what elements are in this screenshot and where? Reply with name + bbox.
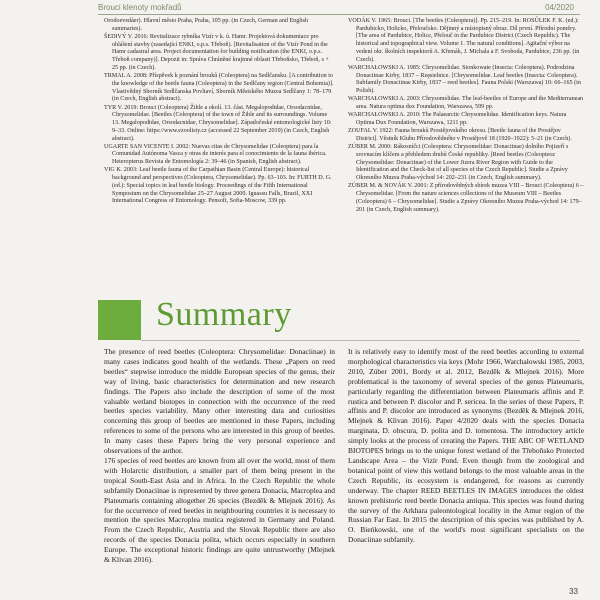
summary-column-left	[104, 347, 335, 565]
reference-entry: WARCHAŁOWSKI A. 2003: Chrysomelidae. The leaf-beetles of Europe and the Mediterranean area. Natura optima dux Foundation, Warszawa, 599 pp.	[348, 96, 584, 111]
references-column-left	[104, 18, 334, 207]
reference-entry: TRMAL A. 2008: Příspěvek k poznání brouků (Coleoptera) na Sedlčansku. [A contribution to the knowledge of the beetle fauna (Coleoptera) in the Sedlčany region (Central Bohemia)]. Vlastivědný Sborník Sedlčanska Povltaví, Sborník Městského Muzea Sedlčany 1: 78–179 (in Czech, English abstract).	[104, 73, 334, 103]
reference-entry: WARCHAŁOWSKI A. 2010: The Palaearctic Chrysomelidae. Identification keys. Natura Optima Dux Foundation, Warszawa, 1211 pp.	[348, 112, 567, 127]
references-column-right	[348, 18, 584, 215]
reference-entry: VODÁK V. 1965: Brouci. [The beetles (Coleoptera)]. Pp. 215–219. In: ROSŮLEK F. K. (ed.): Pardubicko, Holicko, Přeloučsko. Dějinný a místopisný obraz. Díl první. Přírodní poměry. [The area of Pardubice, Holice, Přelouč in the Pardubice District (Czech Republic). The historical and topographical view. Volume 1. The natural conditions]. Agitační výbor na vedení okr. školních inspektorů A. Křemák, J. Michala a F. Svoboda, Pardubice, 236 pp. (in Czech).	[348, 18, 580, 63]
summary-paragraph: It is relatively easy to identify most of the reed beetles according to external morphological characteristics via keys (Mohr 1966, Warchałowski 1985, 2003, 2010, Zúber 2001, Bordy et al. 2012, Bezděk & Mlejnek 2016). More problematical is the taxonomy of several species of the genus Plateumaris, particularly regarding the differentiation between Plateumaris affinis and P. rustica and between P. discolor and P. sericea. In the series of these Papers, P. affinis and P. discolor are introduced as synonyms (Bezděk & Mlejnek 2016, Mlejnek & Klivan 2016). Paper 4/2020 deals with the species Donacia marginata, D. obscura, D. polita and D. tomentosa. The introductory article simply looks at the process of creating the Papers. THE ABC OF WETLAND BIOTOPES brings us to the unique forest wetland of the Třeboňsko Protected Landscape Area – the Vizír Pond. Even though from the zoological and botanical point of view this wetland belongs to the most valuable areas in the Czech Republic, its ecosystem is endangered, for reasons as currently underway. The chapter REED BEETLES IN IMAGES introduces the oldest known prehistoric reed beetle Donacia antiqua. This species was found during the survey of the Arkhara paleontological locality in the Amur region of the Russian Far East. In 2015 the description of this species was published by A. O. Bieńkowski, one of the world's most significant specialists on the Donaciinae subfamily.	[348, 347, 584, 545]
issue-number: 04/2020	[545, 3, 574, 12]
reference-entry: ZÚBER M. & NOVÁK V. 2001: Z přírodovědných sbírek muzea VIII – Brouci (Coleoptera) 6 – Chrysomelidae. [From the nature sciences collections of the Museum VIII – Beetles (Coleoptera) 6 – Chrysomelidae]. Studie a Zprávy Okresního Muzea Praha-východ 14: 179–201 (in Czech, English summary).	[348, 183, 584, 213]
reference-entry: ZOUFAL V. 1922: Fauna brouků Prostějovského okresu. [Beetle fauna of the Prostějov District]. Věstník Klubu Přírodovědného v Prostějově 18 (1920–1922): 5–21 (in Czech).	[348, 128, 572, 143]
reference-entry: ZÚBER M. 2000: Rákosníčci (Coleoptera: Chrysomelidae: Donaciinae) dolního Pojizeří s srovnacím klíčem a přehledem druhů České republiky. [Reed beetles (Coleoptera: Chrysomelidae: Donaciinae) of the Lower Jizera River Region with Guide to the Identification and the Check-list of all species of the Czech Republic]. Studie a Zprávy Okresního Muzea Praha-východ 14: 202–231 (in Czech, English summary).	[348, 144, 569, 182]
heading-divider	[141, 340, 580, 341]
page-number: 33	[569, 587, 578, 596]
reference-entry: Orodoevedáer). Hlavní město Praha, Praha, 105 pp. (in Czech, German and English summaries).	[104, 18, 309, 32]
reference-entry: UGARTE SAN VICENTE I. 2002: Nuevas citas de Chrysomelidae (Coleoptera) para la Comunidad Autónoma Vasca y otras de interés para el conocimiento de la fauna ibérica. Heteropterus Revista de Entomología 2: 39–46 (in Spanish, English abstract).	[104, 143, 327, 166]
summary-paragraph: The presence of reed beetles (Coleoptera: Chrysomelidae: Donaciinae) in many cases indicates good health of the wetlands. These „Papers on reed beetles“ stepwise introduce the middle European species of the genus, their way of living, basic characteristics for determination and new research findings. The Papers also include the description of some of the most valuable wetland biotopes in connection with the occurrence of the reed beetles species variability. Many other interesting data and curiosities concerning this group of beetles are mentioned in these Papers, including references to some of the persons who are interested in this group of beetles. In many cases these Papers bring the very personal experience and observations of the author.	[104, 347, 335, 456]
reference-entry: ŠEDIVÝ V. 2016: Revitalizace rybníka Vizír v k. ú. Hamr. Projektová dokumentace pro ohlášení stavby (zasedající ENKI, o.p.s. Třeboň). [Revitalisation of the Vizír Pond in the Hamr cadastral area. Project documentation for building notification (the ENKI, o.p.s. Třeboň company)]. Depozit in: Správa Chráněné krajinné oblasti Třeboňsko, Třeboň, s + 25 pp. (in Czech).	[104, 33, 329, 71]
section-accent-block	[98, 300, 141, 340]
summary-column-right	[348, 347, 584, 545]
running-header	[98, 2, 580, 15]
reference-entry: TYR V. 2019: Brouci (Coleoptera) Žihle a okolí. 13. část. Megalopodidae, Orsodacnidae, Chrysomelidae. [Beetles (Coleoptera) of the town of Žihle and its surroundings. Volume 13. Megalopodidae, Orsodacnidae, Chrysomelidae]. Západočeské entomologické listy 10: 9–33. Online: https://www.ezoolisty.cz (accessed 22 September 2019) (in Czech, English abstract).	[104, 104, 332, 142]
header-title: Brouci klenoty mokřadů	[98, 3, 182, 12]
reference-entry: VIG K. 2003: Leaf beetle fauna of the Carpathian Basin (Central Europe): historical background and perspectives (Coleoptera, Chrysomelidae). Pp. 63–103. In: FURTH D. G. (ed.): Special topics in leaf beetle biology. Proceedings of the Fifth International Symposium on the Chrysomelidae 25–27 August 2000. Iguassu Falls, Brazil, XXI International Congress of Entomology. Pensoft, Sofia-Moscow, 339 pp.	[104, 167, 332, 205]
reference-entry: WARCHAŁOWSKI A. 1985: Chrysomelidae. Stonkowate (Insecta: Coleoptera). Podrodzina Donaciinae Kirby, 1837 – Rzęsielnice. [Chrysomelidae. Leaf beetles (Insecta: Coleoptera). Subfamily Donaciinae Kirby, 1837 – reed beetles]. Fauna Polski (Warszawa) 10: 66–165 (in Polish).	[348, 64, 581, 95]
summary-paragraph: 176 species of reed beetles are known from all over the world, most of them with Holarctic distribution, a smaller part of them being present in the tropical South-East Asia and in Africa. In the Czech Republic the whole subfamily Donaciinae is represented by three genera Donacia, Macroplea and Plateumaris containing altogether 26 species (Bezděk & Mlejnek 2016). As for the occurrence of reed beetles in neighbouring countries it is necessary to mention the species Macroplea mutica registered in Germany and Poland. From the Czech Republic, Austria and the Slovak Republic there are also records of the species Donacia polita, which occurs especially in southern Europe. The exceptional historic findings are quite untrustworthy (Mlejnek & Klivan 2016).	[104, 455, 335, 565]
summary-heading: Summary	[156, 296, 292, 333]
